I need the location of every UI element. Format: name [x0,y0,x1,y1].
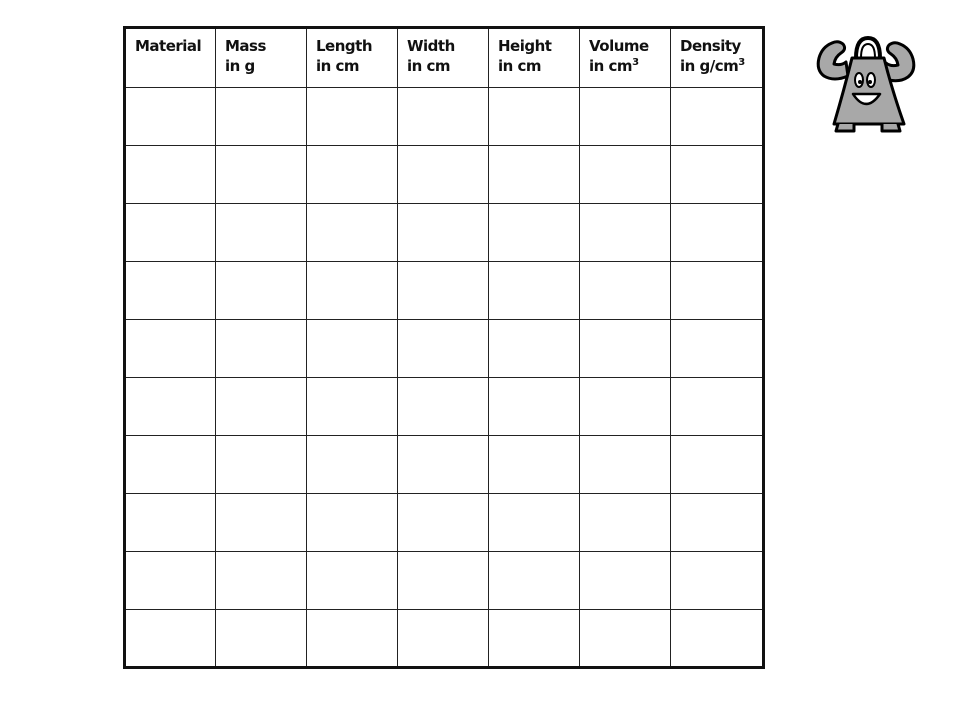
cell-density[interactable] [671,494,764,552]
strong-weight-mascot-icon [808,30,926,134]
cell-length[interactable] [307,320,398,378]
cell-width[interactable] [398,378,489,436]
cell-width[interactable] [398,262,489,320]
cell-material[interactable] [125,436,216,494]
cell-volume[interactable] [580,88,671,146]
cell-material[interactable] [125,262,216,320]
cell-length[interactable] [307,610,398,668]
table-row [125,146,764,204]
header-mass-label: Mass [225,37,266,55]
cell-density[interactable] [671,262,764,320]
cell-height[interactable] [489,88,580,146]
cell-volume[interactable] [580,146,671,204]
header-mass [216,28,307,88]
table-row [125,436,764,494]
header-row [125,28,764,88]
cell-length[interactable] [307,494,398,552]
cell-volume[interactable] [580,494,671,552]
cell-length[interactable] [307,146,398,204]
cell-material[interactable] [125,610,216,668]
cell-material[interactable] [125,378,216,436]
cell-height[interactable] [489,146,580,204]
cell-mass[interactable] [216,436,307,494]
cell-material[interactable] [125,204,216,262]
cell-density[interactable] [671,378,764,436]
cell-mass[interactable] [216,610,307,668]
cell-mass[interactable] [216,262,307,320]
table-row [125,610,764,668]
cell-length[interactable] [307,88,398,146]
cell-height[interactable] [489,378,580,436]
cell-density[interactable] [671,320,764,378]
cell-density[interactable] [671,552,764,610]
header-height-label: Height [498,37,552,55]
header-density [671,28,764,88]
cell-height[interactable] [489,262,580,320]
header-height-unit: in cm [498,57,542,75]
cell-width[interactable] [398,436,489,494]
cell-mass[interactable] [216,204,307,262]
cell-material[interactable] [125,494,216,552]
cell-mass[interactable] [216,378,307,436]
header-length [307,28,398,88]
table-row [125,320,764,378]
cell-material[interactable] [125,320,216,378]
cell-width[interactable] [398,204,489,262]
header-height [489,28,580,88]
cell-volume[interactable] [580,320,671,378]
cell-density[interactable] [671,88,764,146]
table-row [125,204,764,262]
cell-height[interactable] [489,320,580,378]
cell-material[interactable] [125,552,216,610]
cell-height[interactable] [489,494,580,552]
cell-length[interactable] [307,436,398,494]
header-material [125,28,216,88]
cell-length[interactable] [307,204,398,262]
cell-height[interactable] [489,436,580,494]
table-row [125,262,764,320]
header-volume-unit: in $cm^3$ [589,57,639,75]
header-length-label: Length [316,37,372,55]
header-width-label: Width [407,37,455,55]
header-length-unit: in cm [316,57,360,75]
header-density-unit: in $g/cm^3$ [680,57,745,75]
cell-density[interactable] [671,146,764,204]
table-row [125,378,764,436]
cell-material[interactable] [125,146,216,204]
cell-volume[interactable] [580,552,671,610]
table-row [125,552,764,610]
cell-mass[interactable] [216,320,307,378]
cell-mass[interactable] [216,494,307,552]
header-volume-label: Volume [589,37,649,55]
header-width-unit: in cm [407,57,451,75]
cell-mass[interactable] [216,552,307,610]
cell-height[interactable] [489,204,580,262]
header-density-label: Density [680,37,741,55]
cell-material[interactable] [125,88,216,146]
header-mass-unit: in g [225,57,255,75]
cell-length[interactable] [307,552,398,610]
cell-volume[interactable] [580,204,671,262]
cell-width[interactable] [398,320,489,378]
cell-length[interactable] [307,262,398,320]
cell-mass[interactable] [216,88,307,146]
cell-length[interactable] [307,378,398,436]
cell-volume[interactable] [580,262,671,320]
cell-volume[interactable] [580,436,671,494]
cell-volume[interactable] [580,610,671,668]
cell-mass[interactable] [216,146,307,204]
cell-width[interactable] [398,552,489,610]
header-width [398,28,489,88]
cell-width[interactable] [398,88,489,146]
header-volume [580,28,671,88]
header-material-label: Material [135,37,202,55]
table-row [125,88,764,146]
table-row [125,494,764,552]
cell-width[interactable] [398,610,489,668]
cell-height[interactable] [489,610,580,668]
cell-width[interactable] [398,494,489,552]
table-body [125,88,764,668]
cell-width[interactable] [398,146,489,204]
cell-density[interactable] [671,436,764,494]
cell-volume[interactable] [580,378,671,436]
cell-density[interactable] [671,610,764,668]
cell-density[interactable] [671,204,764,262]
density-worksheet-table [123,26,765,669]
cell-height[interactable] [489,552,580,610]
